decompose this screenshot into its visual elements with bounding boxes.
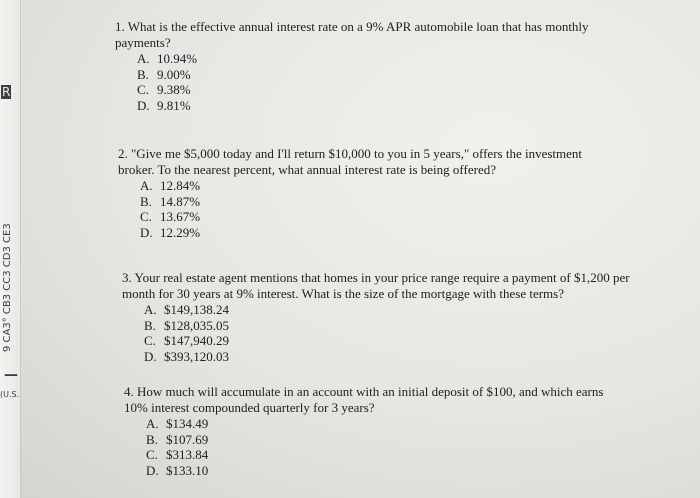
question-3 bbox=[122, 270, 632, 364]
margin-us-mark: (U.S. bbox=[0, 390, 20, 399]
question-4-option-c: C. $313.84 bbox=[146, 447, 209, 462]
question-2 bbox=[118, 146, 618, 240]
question-2-stem: 2. "Give me $5,000 today and I'll return $10,000 to you in 5 years," offers the investment broker. To the nearest percent, what annual interest rate is being offered? bbox=[118, 146, 583, 177]
question-2-option-c: C. 13.67% bbox=[140, 209, 201, 224]
question-2-option-a: A. 12.84% bbox=[140, 178, 201, 193]
worksheet-page bbox=[20, 0, 700, 498]
adjacent-page-margin bbox=[0, 0, 21, 498]
question-4-option-d: D. $133.10 bbox=[146, 462, 209, 478]
question-1-option-b: B. 9.00% bbox=[137, 66, 191, 82]
margin-vertical-text: 9 CA3° CB3 CC3 CD3 CE3 bbox=[2, 223, 13, 352]
question-2-option-d: D. 12.29% bbox=[140, 224, 201, 240]
question-1-option-c: C. 9.38% bbox=[137, 82, 191, 97]
question-4-stem: 4. How much will accumulate in an account with an initial deposit of $100, and which earns 10% interest compounded quarterly for 3 years? bbox=[124, 384, 604, 415]
question-1 bbox=[115, 19, 635, 113]
question-2-option-b: B. 14.87% bbox=[140, 193, 201, 209]
margin-r-mark: R bbox=[2, 85, 11, 99]
question-3-option-d: D. $393,120.03 bbox=[144, 348, 229, 364]
question-4-option-b: B. $107.69 bbox=[146, 431, 209, 447]
question-3-option-c: C. $147,940.29 bbox=[144, 333, 229, 348]
question-3-option-a: A. $149,138.24 bbox=[144, 302, 229, 317]
question-1-option-a: A. 10.94% bbox=[137, 51, 198, 66]
question-3-option-b: B. $128,035.05 bbox=[144, 317, 229, 333]
margin-dash: — bbox=[4, 367, 18, 383]
question-1-option-d: D. 9.81% bbox=[137, 97, 191, 113]
question-4-option-a: A. $134.49 bbox=[146, 416, 209, 431]
question-1-stem: 1. What is the effective annual interest rate on a 9% APR automobile loan that has monthly payments? bbox=[115, 19, 589, 50]
question-4 bbox=[124, 384, 624, 478]
question-3-stem: 3. Your real estate agent mentions that homes in your price range require a payment of $1,200 per month for 30 years at 9% interest. What is the size of the mortgage with these terms? bbox=[122, 270, 630, 301]
